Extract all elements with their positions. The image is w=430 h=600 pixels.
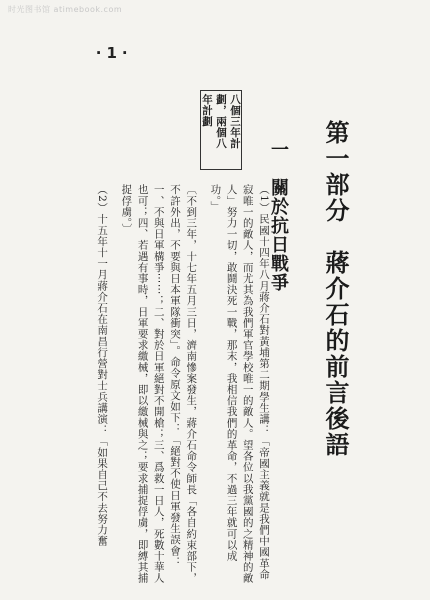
- boxed-note: [200, 90, 242, 170]
- watermark: 时光图书馆 atimebook.com: [8, 5, 123, 14]
- paragraph-2: 〔不到三年，十七年五月三日，濟南慘案發生，蔣介石命令師長「各自約束部下，不許外出，不要與日本軍隊衝突」。命令原文如下：「絕對不使日軍發生誤會：一、不與日軍構爭⋯⋯；二、對於日軍絕對不開槍；三、爲救一日人，死數十華人也可；四、若遇有事時，日軍要求繳械，即以繳械與之；要求捕捉俘虜，即縛其捕捉俘虜。〕: [120, 184, 198, 584]
- paragraph-1: （1）民國十四年八月蔣介石對黃埔第二期學生講：「帝國主義就是我們中國革命寂唯一的敵人，而尤其為我們軍官學校唯一的敵人。望各位以我黨國的之精神的敵人」努力一切，敢鬪決死一戰，那末，我相信我們的革命，不過三年就可以成功。」: [209, 184, 270, 584]
- body-text: [26, 184, 272, 584]
- page-number: ‧ 1 ‧: [96, 44, 128, 62]
- boxed-note-line: 年計劃: [201, 94, 213, 127]
- boxed-note-line: 八個三年計: [229, 94, 241, 149]
- paragraph-3: （2）十五年十一月蔣介石在南昌行營對士兵講演：「如果自己不去努力奮: [96, 184, 109, 547]
- chapter-title: 一 關於抗日戰爭: [268, 140, 289, 292]
- part-title: 第一部分 蔣介石的前言後語: [321, 120, 350, 458]
- boxed-note-line: 劃，兩個八: [215, 94, 227, 149]
